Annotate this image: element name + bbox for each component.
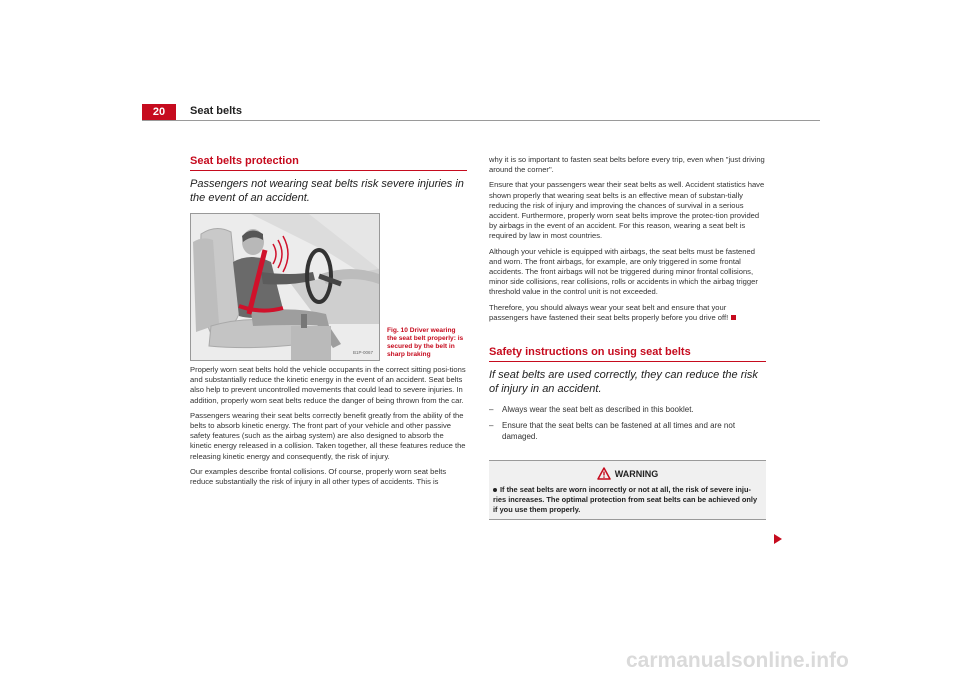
list-item-text: Always wear the seat belt as described in this booklet. xyxy=(502,405,694,415)
dash-icon: – xyxy=(489,405,494,415)
section-title-safety: Safety instructions on using seat belts xyxy=(489,346,766,362)
paragraph-last xyxy=(489,303,766,323)
section-subtitle-safety: If seat belts are used correctly, they can reduce the risk of injury in an accident. xyxy=(489,369,758,396)
right-column xyxy=(489,155,766,520)
figure-10 xyxy=(190,213,467,361)
driver-seatbelt-illustration xyxy=(190,213,380,361)
section-end-marker-icon xyxy=(731,315,736,320)
running-header: Seat belts xyxy=(190,105,242,117)
list-item xyxy=(489,404,766,415)
header-divider xyxy=(142,120,820,121)
list-item-text: Ensure that the seat belts can be fastened at all times and are not damaged. xyxy=(502,421,736,442)
paragraph: Although your vehicle is equipped with airbags, the seat belts must be fastened and worn. The front airbags, for example, are only triggered in some frontal accidents. The front airbags will not be triggered during minor frontal collisions, minor side collisions, rear collisions, rolls or accidents in which the airbag trigger threshold value in the control unit is not exceeded. xyxy=(489,246,758,297)
warning-triangle-icon xyxy=(597,467,611,480)
warning-box xyxy=(489,460,766,520)
dash-icon: – xyxy=(489,421,494,431)
warning-text xyxy=(493,485,762,514)
paragraph: Passengers wearing their seat belts correctly benefit greatly from the ability of the belts to absorb kinetic energy. The front part of your vehicle and other passive safety features (such as the airbag system) are also designed to absorb the kinetic energy released in a collision. Taken together, all these features reduce the releasing kinetic energy and consequently, the risk of injury. xyxy=(190,410,466,461)
paragraph: Ensure that your passengers wear their seat belts as well. Accident statistics have shown properly that wearing seat belts is an effective mean of substan-tially reducing the risk of injury and improving the chances of survival in a serious accident. Furthermore, properly worn seat belts improve the protec-tion provided by airbags in the event of an accident. For this reason, wearing a seat belt is required by law in most countries. xyxy=(489,180,765,241)
section-title-protection: Seat belts protection xyxy=(190,155,467,171)
paragraph-text: Therefore, you should always wear your seat belt and ensure that your passengers have fastened their seat belts properly before you drive off! xyxy=(489,302,729,322)
paragraph: Properly worn seat belts hold the vehicle occupants in the correct sitting posi-tions and substantially reduce the kinetic energy in the event of an accident. Seat belts also help to prevent uncontrolled movements that could lead to severe injuries. In addition, properly worn seat belts reduce the danger of being thrown from the car. xyxy=(190,365,466,405)
page-number: 20 xyxy=(142,104,176,121)
warning-title: WARNING xyxy=(614,468,659,479)
list-item xyxy=(489,420,766,442)
section-subtitle-protection: Passengers not wearing seat belts risk severe injuries in the event of an accident. xyxy=(190,178,464,204)
bullet-icon xyxy=(493,488,497,492)
warning-header xyxy=(493,467,762,480)
paragraph: why it is so important to fasten seat belts before every trip, even when "just driving around the corner". xyxy=(489,155,765,175)
next-page-arrow-icon xyxy=(773,533,783,545)
figure-code: B1P-0067 xyxy=(352,350,373,355)
watermark: carmanualsonline.info xyxy=(626,649,849,672)
figure-caption: Fig. 10 Driver wearing the seat belt properly: is secured by the belt in sharp braking xyxy=(387,327,464,358)
left-column xyxy=(190,155,467,492)
paragraph: Our examples describe frontal collisions. Of course, properly worn seat belts reduce substantially the risk of injury in all other types of accidents. This is xyxy=(190,466,447,487)
driver-illustration-svg xyxy=(191,214,379,360)
warning-body: If the seat belts are worn incorrectly or not at all, the risk of severe inju-ries increases. The optimal protection from seat belts can be achieved only if you use them properly. xyxy=(493,485,758,514)
